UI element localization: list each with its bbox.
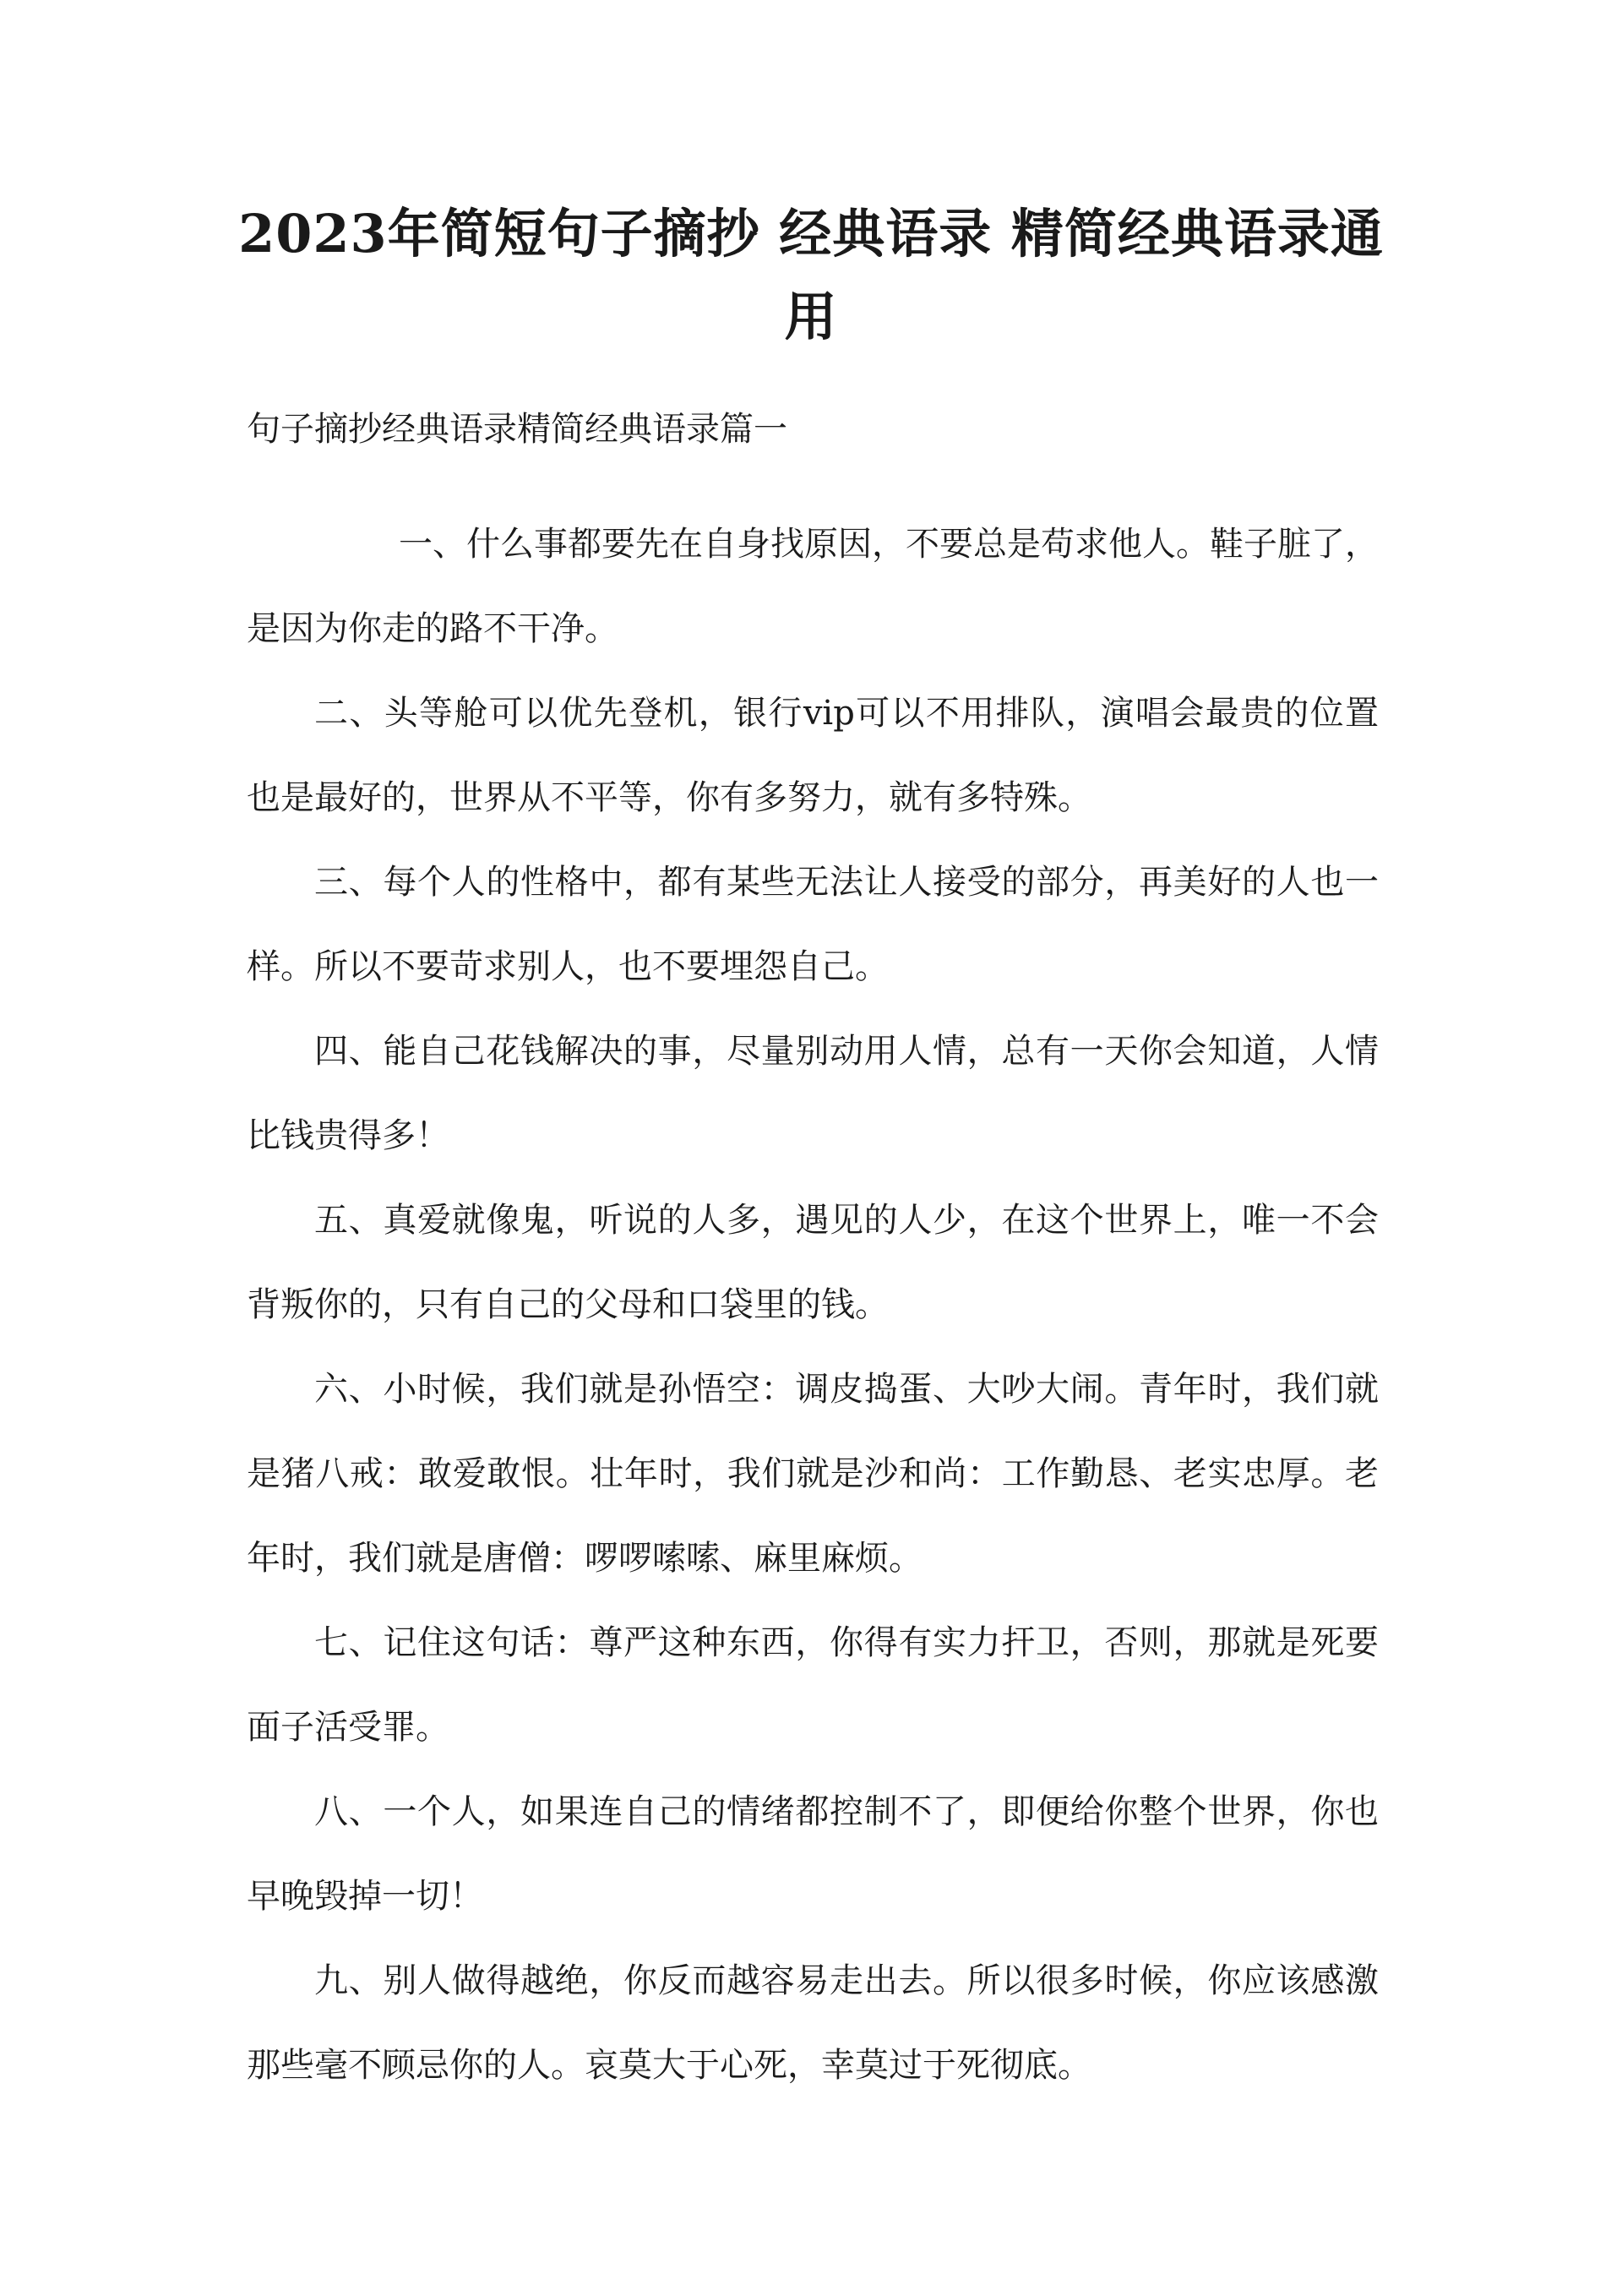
quote-paragraph: 四、能自己花钱解决的事，尽量别动用人情，总有一天你会知道，人情比钱贵得多！ xyxy=(247,1032,1379,1155)
quote-paragraph: 六、小时候，我们就是孙悟空：调皮捣蛋、大吵大闹。青年时，我们就是猪八戒：敢爱敢恨。壮年时，我们就是沙和尚：工作勤恳、老实忠厚。老年时，我们就是唐僧：啰啰嗦嗦、麻里麻烦。 xyxy=(247,1370,1379,1578)
quote-paragraph: 八、一个人，如果连自己的情绪都控制不了，即便给你整个世界，你也早晚毁掉一切！ xyxy=(247,1792,1379,1916)
quote-paragraph: 五、真爱就像鬼，听说的人多，遇见的人少，在这个世界上，唯一不会背叛你的，只有自己的父母和口袋里的钱。 xyxy=(247,1201,1379,1324)
section-heading: 句子摘抄经典语录精简经典语录篇一 xyxy=(247,410,787,449)
quote-paragraph: 二、头等舱可以优先登机，银行vip可以不用排队，演唱会最贵的位置也是最好的，世界从不平等，你有多努力，就有多特殊。 xyxy=(247,694,1379,817)
document-title: 2023年简短句子摘抄 经典语录 精简经典语录通用 xyxy=(238,203,1384,347)
quote-paragraph: 七、记住这句话：尊严这种东西，你得有实力扞卫，否则，那就是死要面子活受罪。 xyxy=(247,1623,1379,1747)
document-body xyxy=(247,404,1379,2108)
quote-paragraph: 一、什么事都要先在自身找原因，不要总是苟求他人。鞋子脏了，是因为你走的路不干净。 xyxy=(247,525,1379,648)
quote-paragraph: 九、别人做得越绝，你反而越容易走出去。所以很多时候，你应该感激那些毫不顾忌你的人。哀莫大于心死，幸莫过于死彻底。 xyxy=(247,1961,1379,2085)
quote-paragraph: 三、每个人的性格中，都有某些无法让人接受的部分，再美好的人也一样。所以不要苛求别人，也不要埋怨自己。 xyxy=(247,863,1379,986)
